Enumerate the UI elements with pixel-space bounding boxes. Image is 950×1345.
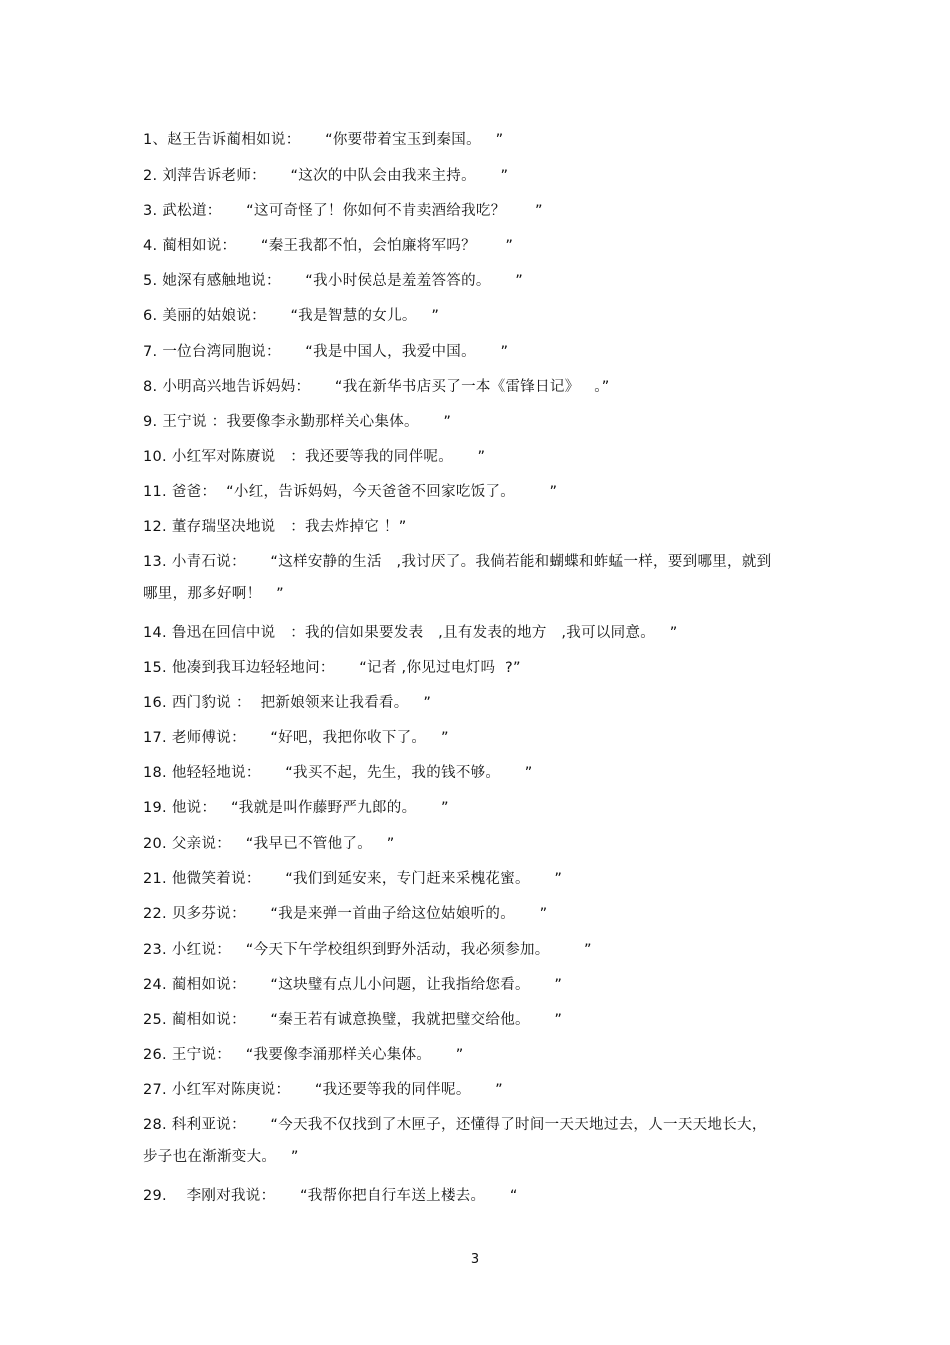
text-line: 20. 父亲说： “我早已不管他了。 ” xyxy=(143,836,395,852)
text-line: 17. 老师傅说： “好吧，我把你收下了。 ” xyxy=(143,730,449,746)
text-line: 6. 美丽的姑娘说： “我是智慧的女儿。 ” xyxy=(143,308,440,324)
text-line: 9. 王宁说 ：我要像李永勤那样关心集体。 ” xyxy=(143,414,452,430)
text-line: 步子也在渐渐变大。 ” xyxy=(143,1149,299,1165)
text-line: 4. 蔺相如说： “秦王我都不怕，会怕廉将军吗？ ” xyxy=(143,238,514,254)
text-line: 24. 蔺相如说： “这块璧有点儿小问题，让我指给您看。 ” xyxy=(143,977,563,993)
text-line: 12. 董存瑞坚决地说 ：我去炸掉它 ！” xyxy=(143,519,407,535)
text-line: 18. 他轻轻地说： “我买不起，先生，我的钱不够。 ” xyxy=(143,765,533,781)
text-line: 哪里，那多好啊！ ” xyxy=(143,586,284,602)
text-line: 25. 蔺相如说： “秦王若有诚意换璧，我就把璧交给他。 ” xyxy=(143,1012,563,1028)
text-line: 7. 一位台湾同胞说： “我是中国人，我爱中国。 ” xyxy=(143,344,509,360)
page-number: 3 xyxy=(470,1252,480,1267)
text-line: 3. 武松道： “这可奇怪了！你如何不肯卖酒给我吃？ ” xyxy=(143,203,543,219)
text-line: 15. 他凑到我耳边轻轻地问： “记者 ,你见过电灯吗 ?” xyxy=(143,660,521,676)
text-line: 26. 王宁说： “我要像李涌那样关心集体。 ” xyxy=(143,1047,464,1063)
text-line: 19. 他说： “我就是叫作藤野严九郎的。 ” xyxy=(143,800,449,816)
text-line: 23. 小红说： “今天下午学校组织到野外活动，我必须参加。 ” xyxy=(143,942,592,958)
text-line: 5. 她深有感触地说： “我小时侯总是羞羞答答的。 ” xyxy=(143,273,524,289)
text-line: 28. 科利亚说： “今天我不仅找到了木匣子，还懂得了时间一天天地过去，人一天天地长大， xyxy=(143,1117,767,1133)
text-line: 16. 西门豹说 ： 把新娘领来让我看看。 ” xyxy=(143,695,432,711)
text-line: 22. 贝多芬说： “我是来弹一首曲子给这位姑娘听的。 ” xyxy=(143,906,548,922)
text-line: 10. 小红军对陈赓说 ：我还要等我的同伴呢。 ” xyxy=(143,449,486,465)
text-line: 21. 他微笑着说： “我们到延安来，专门赶来采槐花蜜。 ” xyxy=(143,871,563,887)
text-line: 14. 鲁迅在回信中说 ：我的信如果要发表 ,且有发表的地方 ,我可以同意。 ” xyxy=(143,625,678,641)
text-line: 27. 小红军对陈庚说： “我还要等我的同伴呢。 ” xyxy=(143,1082,503,1098)
text-line: 29. 李刚对我说： “我帮你把自行车送上楼去。 “ xyxy=(143,1188,518,1204)
text-line: 11. 爸爸： “小红，告诉妈妈，今天爸爸不回家吃饭了。 ” xyxy=(143,484,558,500)
text-line: 1、赵王告诉蔺相如说： “你要带着宝玉到秦国。 ” xyxy=(143,132,504,148)
text-line: 13. 小青石说： “这样安静的生活 ,我讨厌了。我倘若能和蝴蝶和蚱蜢一样，要到哪里，就到 xyxy=(143,554,772,570)
text-line: 8. 小明高兴地告诉妈妈： “我在新华书店买了一本《雷锋日记》 。” xyxy=(143,379,610,395)
text-line: 2. 刘萍告诉老师： “这次的中队会由我来主持。 ” xyxy=(143,168,509,184)
